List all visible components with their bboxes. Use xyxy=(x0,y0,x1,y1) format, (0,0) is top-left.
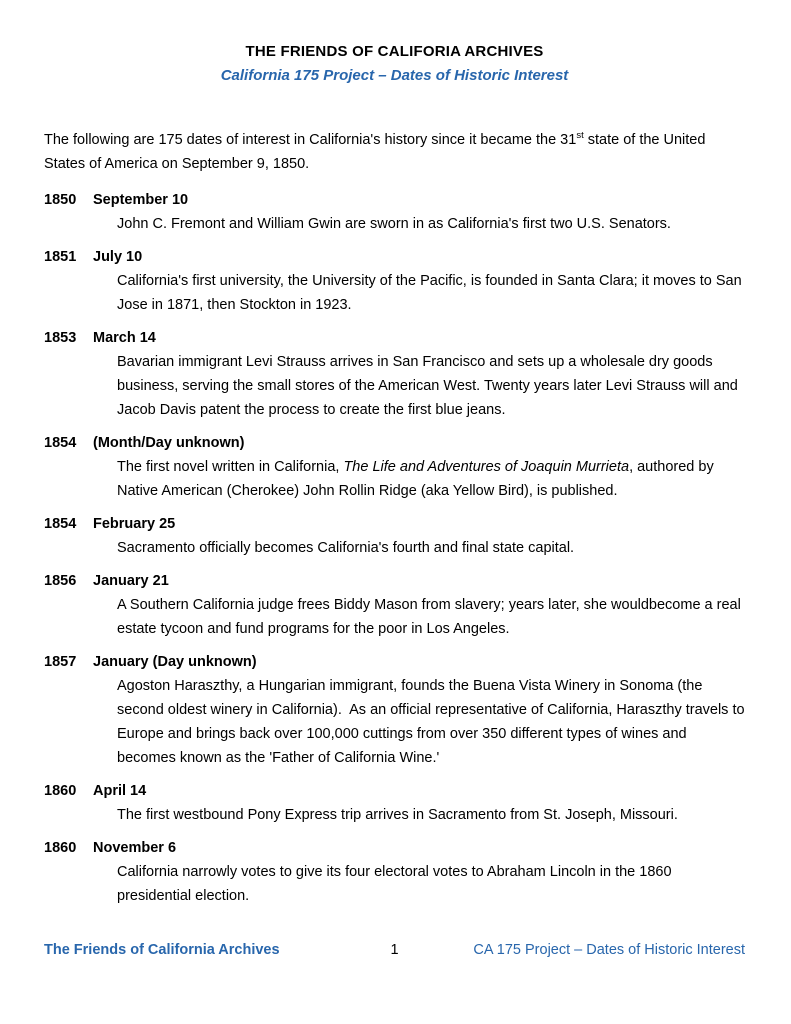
entry-heading xyxy=(44,431,745,455)
entry-date: (Month/Day unknown) xyxy=(93,435,245,451)
entry-year: 1850 xyxy=(44,192,77,208)
entry-date: November 6 xyxy=(93,840,177,856)
footer-doc-name: CA 175 Project – Dates of Historic Interest xyxy=(473,942,745,958)
entry-date: January 21 xyxy=(93,573,169,589)
entry-text: Bavarian immigrant Levi Strauss arrives in San Francisco and sets up a wholesale dry goods business, serving the small stores of the American West. Twenty years later Levi Strauss will and Jacob Davis patent the process to create the first blue jeans. xyxy=(117,354,742,418)
entry-text: Agoston Haraszthy, a Hungarian immigrant, founds the Buena Vista Winery in Sonoma (the second oldest winery in California). As an official representative of California, Haraszthy travels to Europe and brings back over 100,000 cuttings from over 350 different types of wines and becomes known as the 'Father of California Wine.' xyxy=(117,678,749,766)
intro-paragraph xyxy=(44,128,745,176)
timeline-entry xyxy=(44,245,745,317)
entry-heading xyxy=(44,836,745,860)
entry-text-after-title: , authored by Native American (Cherokee) John Rollin Ridge (aka Yellow Bird), is published. xyxy=(117,459,718,499)
timeline-entry xyxy=(44,650,749,770)
timeline-entry xyxy=(44,512,745,560)
entry-date: March 14 xyxy=(93,330,156,346)
entry-date: September 10 xyxy=(93,192,189,208)
footer-org-name: The Friends of California Archives xyxy=(44,942,280,958)
entry-year: 1854 xyxy=(44,516,77,532)
document-title: THE FRIENDS OF CALIFORIA ARCHIVES xyxy=(245,43,544,60)
entry-heading xyxy=(44,779,745,803)
entry-text: California's first university, the University of the Pacific, is founded in Santa Clara; it moves to San Jose in 1871, then Stockton in 1923. xyxy=(117,273,746,313)
intro-text-before: The following are 175 dates of interest in California's history since it became the 31 xyxy=(44,132,577,148)
timeline-entry xyxy=(44,836,745,908)
entry-heading xyxy=(44,326,745,350)
entry-text: The first westbound Pony Express trip arrives in Sacramento from St. Joseph, Missouri. xyxy=(117,807,678,823)
timeline-entry xyxy=(44,431,745,503)
page-footer xyxy=(44,939,745,961)
entry-heading xyxy=(44,569,745,593)
timeline-entries xyxy=(44,188,749,908)
document-header xyxy=(44,40,745,88)
page-number: 1 xyxy=(390,942,399,958)
entry-text: John C. Fremont and William Gwin are sworn in as California's first two U.S. Senators. xyxy=(117,216,671,232)
entry-year: 1860 xyxy=(44,840,77,856)
entry-year: 1854 xyxy=(44,435,77,451)
timeline-entry xyxy=(44,779,745,827)
entry-year: 1860 xyxy=(44,783,77,799)
entry-date: July 10 xyxy=(93,249,143,265)
entry-year: 1851 xyxy=(44,249,77,265)
entry-text-before-title: The first novel written in California, xyxy=(117,459,344,475)
entry-year: 1857 xyxy=(44,654,77,670)
document-subtitle: California 175 Project – Dates of Historic Interest xyxy=(220,67,569,84)
entry-text: Sacramento officially becomes California's fourth and final state capital. xyxy=(117,540,575,556)
entry-heading xyxy=(44,188,745,212)
entry-heading xyxy=(44,512,745,536)
timeline-entry xyxy=(44,326,745,422)
entry-date: April 14 xyxy=(93,783,147,799)
entry-heading xyxy=(44,650,745,674)
entry-date: January (Day unknown) xyxy=(93,654,257,670)
entry-text: A Southern California judge frees Biddy Mason from slavery; years later, she wouldbecome a real estate tycoon and fund programs for the poor in Los Angeles. xyxy=(117,597,745,637)
entry-heading xyxy=(44,245,745,269)
timeline-entry xyxy=(44,569,745,641)
entry-year: 1856 xyxy=(44,573,77,589)
entry-date: February 25 xyxy=(93,516,176,532)
timeline-entry xyxy=(44,188,745,236)
ordinal-suffix: st xyxy=(576,130,584,142)
intro-text-after: state of the United States of America on September 9, 1850. xyxy=(44,132,710,172)
entry-text: California narrowly votes to give its four electoral votes to Abraham Lincoln in the 1860 presidential election. xyxy=(117,864,676,904)
book-title: The Life and Adventures of Joaquin Murrieta xyxy=(343,459,630,475)
entry-text xyxy=(117,455,745,503)
entry-year: 1853 xyxy=(44,330,77,346)
